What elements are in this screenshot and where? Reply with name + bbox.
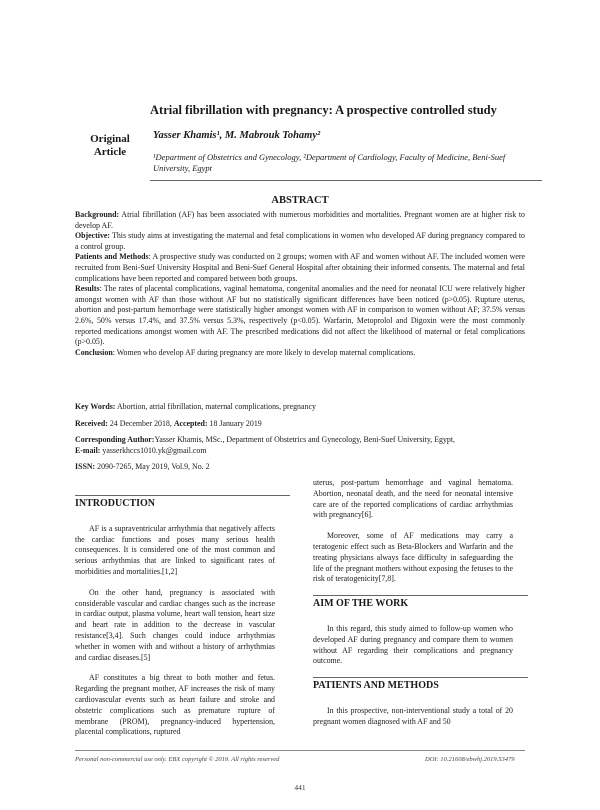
intro-paragraph-1: AF is a supraventricular arrhythmia that negatively affects the cardiac functions and poses many serious health consequences. It is considered one of the most common and serious arrhythmias that are linked to significant rates of morbidities and mortalities.[1,2] <box>75 523 275 576</box>
intro-paragraph-3: AF constitutes a big threat to both mother and fetus. Regarding the pregnant mother, AF increases the risk of many cardiovascular events such as heart failure and stroke and obstetric complications such as premature rupture of membrane (PROM), pregnancy-induced hypertension, placental complications, ruptured <box>75 673 275 737</box>
authors: Yasser Khamis¹, M. Mabrouk Tohamy² <box>153 130 321 141</box>
pm-paragraph: In this prospective, non-interventional study a total of 20 pregnant women diagnosed with AF and 50 <box>313 705 513 726</box>
abstract-objective: Objective: This study aims at investigating the maternal and fetal complications in women who developed AF during pregnancy compared to a control group. <box>75 231 525 251</box>
email: E-mail: yasserkhccs1010.yk@gmail.com <box>75 445 207 455</box>
abstract-results: Results: The rates of placental complications, vaginal hematoma, congenital anomalies and the need for neonatal ICU were relatively higher amongst women with AF than those without AF but no statistically significant differences have been noticed (p>0.05). Rupture uterus, abortion and post-partum hemorrhage were statistically higher amongst women with AF in comparison to women without AF; 37.5% versus 2.6%, 50% versus 17.4%, and 37.5% versus 5.3%, respectively (p<0.05). Warfarin, Metoprolol and Digoxin were the most commonly reported medications amongst women with AF. The prescribed medications did not affect the likelihood of maternal or fetal complications (p>0.05). <box>75 284 525 347</box>
abstract-heading: ABSTRACT <box>271 195 329 206</box>
abstract-methods: Patients and Methods: A prospective study was conducted on 2 groups; women with AF and women without AF. The included women were recruited from Beni-Suef University Hospital and Beni-Suef General Hospital after obtaining their informed consents. The maternal and fetal complications have been reported and compared between both groups. <box>75 252 525 283</box>
introduction-heading: INTRODUCTION <box>75 495 290 510</box>
col2-paragraph-1: uterus, post-partum hemorrhage and vaginal hematoma. Abortion, neonatal death, and the need for neonatal intensive care are of the reported complications of cardiac arrhythmias with pregnancy[6]. <box>313 478 513 520</box>
column-left <box>75 495 275 748</box>
corresponding-author: Corresponding Author:Yasser Khamis, MSc., Department of Obstetrics and Gynecology, Beni-Suef University, Egypt, <box>75 435 456 445</box>
column-right <box>313 478 513 738</box>
divider <box>150 180 542 181</box>
patients-methods-heading: PATIENTS AND METHODS <box>313 677 528 692</box>
issn: ISSN: 2090-7265, May 2019, Vol.9, No. 2 <box>75 462 210 472</box>
footer-divider <box>75 750 525 751</box>
aim-heading: AIM OF THE WORK <box>313 595 528 610</box>
abstract-background: Background: Atrial fibrillation (AF) has been associated with numerous morbidities and mortalities. Pregnant women are at higher risk to develop AF. <box>75 210 525 230</box>
affiliation: ¹Department of Obstetrics and Gynecology, ²Department of Cardiology, Faculty of Medicine, Beni-Suef University, Egypt <box>153 152 506 173</box>
keywords: Key Words: Abortion, atrial fibrillation, maternal complications, pregnancy <box>75 402 316 411</box>
article-type: Original Article <box>90 133 130 158</box>
page-number: 441 <box>294 783 306 792</box>
article-title: Atrial fibrillation with pregnancy: A prospective controlled study <box>150 103 497 117</box>
abstract-body <box>75 210 525 358</box>
aim-paragraph: In this regard, this study aimed to follow-up women who developed AF during pregnancy and compare them to women without AF regarding their complications and pregnancy outcome. <box>313 623 513 666</box>
col2-paragraph-2: Moreover, some of AF medications may carry a teratogenic effect such as Beta-Blockers and Warfarin and the treating physicians always face difficulty in safeguarding the life of the pregnant mothers without exposing the fetuses to the risk of teratogenicity[7,8]. <box>313 531 513 584</box>
abstract-conclusion: Conclusion: Women who develop AF during pregnancy are more likely to develop maternal complications. <box>75 347 416 357</box>
footer-doi[interactable]: DOI: 10.21608/ebwhj.2019.53479 <box>425 756 515 763</box>
article-meta <box>75 402 525 479</box>
footer-copyright: Personal non-commercial use only. EBX copyright © 2019. All rights reserved <box>75 756 280 763</box>
dates: Received: 24 December 2018, Accepted: 18 January 2019 <box>75 418 262 428</box>
intro-paragraph-2: On the other hand, pregnancy is associated with considerable vascular and cardiac changes such as the increase in cardiac output, plasma volume, heart wall tension, heart size and heart rate in addition to the decrease in vascular resistance[3,4]. Such changes could induce arrhythmias whether in women with and without a history of arrhythmias and cardiac diseases.[5] <box>75 587 275 662</box>
